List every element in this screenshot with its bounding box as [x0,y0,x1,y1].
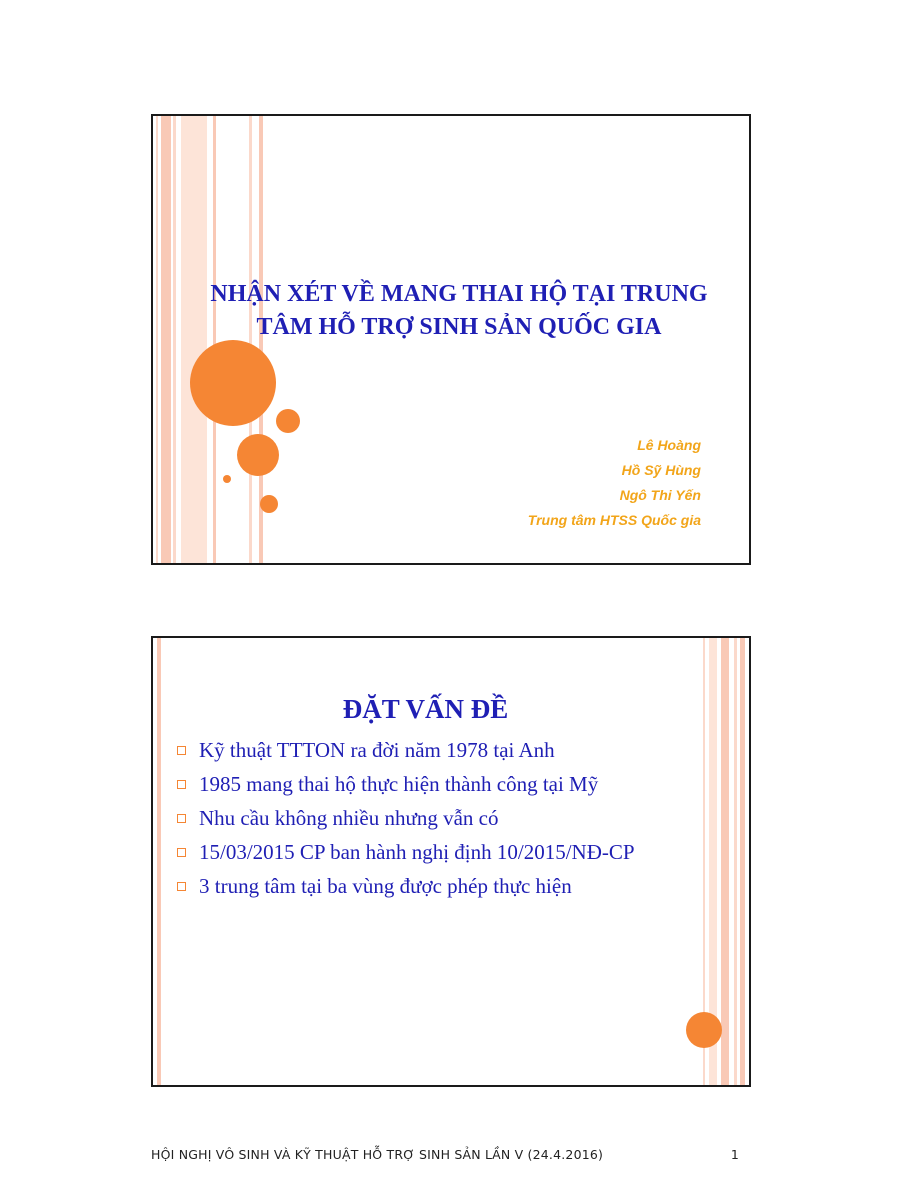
square-bullet-icon [177,814,186,823]
page-number: 1 [730,1147,739,1162]
decor-circle-medium [237,434,279,476]
list-item [177,875,635,897]
decor-circle-large [190,340,276,426]
content-slide [151,636,751,1087]
decor-circle-small [260,495,278,513]
bullet-list [177,739,635,909]
square-bullet-icon [177,882,186,891]
list-item [177,807,635,829]
author-name: Ngô Thi Yến [619,487,701,503]
footer-text: HỘI NGHỊ VÔ SINH VÀ KỸ THUẬT HỖ TRỢ SINH SẢN LẦN V (24.4.2016) [151,1147,604,1162]
square-bullet-icon [177,780,186,789]
list-item [177,773,635,795]
title-slide [151,114,751,565]
author-list [528,433,701,533]
decor-stripe [740,638,745,1085]
square-bullet-icon [177,746,186,755]
decor-stripe [721,638,729,1085]
list-item [177,739,635,761]
slide-heading: ĐẶT VẤN ĐỀ [342,694,509,724]
square-bullet-icon [177,848,186,857]
page-footer [151,1147,747,1162]
decor-circle-medium [686,1012,722,1048]
author-name: Hồ Sỹ Hùng [621,462,701,478]
list-item-text: 1985 mang thai hộ thực hiện thành công tại Mỹ [199,771,599,796]
title-line: NHẬN XÉT VỀ MANG THAI HỘ TẠI TRUNG [210,281,708,307]
author-affiliation: Trung tâm HTSS Quốc gia [527,512,701,528]
author-name: Lê Hoàng [637,437,701,453]
decor-stripe [156,116,158,563]
decor-circle-tiny [223,475,231,483]
decor-stripe [161,116,171,563]
decor-stripe [734,638,737,1085]
decor-circle-small [276,409,300,433]
title-line: TÂM HỖ TRỢ SINH SẢN QUỐC GIA [256,314,662,340]
list-item-text: 15/03/2015 CP ban hành nghị định 10/2015/NĐ-CP [199,839,635,864]
slide-title [173,278,745,344]
list-item-text: Nhu cầu không nhiều nhưng vẫn có [199,805,499,830]
list-item [177,841,635,863]
list-item-text: Kỹ thuật TTTON ra đời năm 1978 tại Anh [199,737,555,762]
list-item-text: 3 trung tâm tại ba vùng được phép thực hiện [199,873,572,898]
